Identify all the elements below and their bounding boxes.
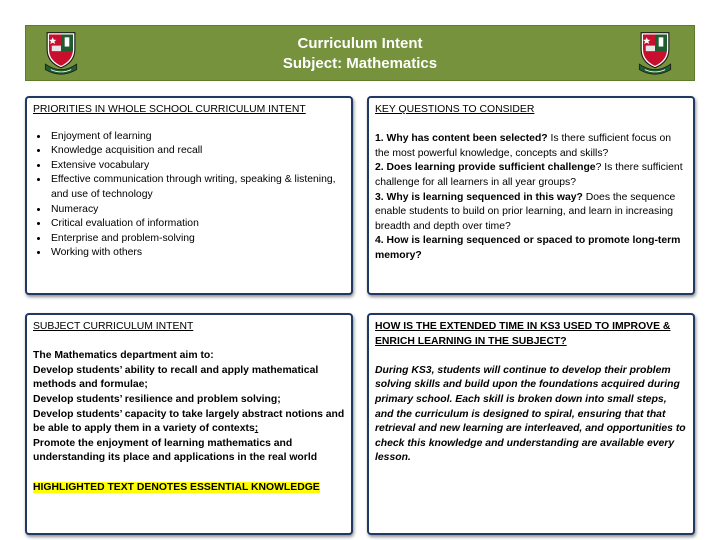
aim-1: Develop students’ ability to recall and apply mathematical methods and formulae; — [33, 364, 319, 391]
question-2-text: ? Is there sufficient challenge for all learners in all year groups? — [375, 162, 683, 188]
aim-3-end: ; — [254, 423, 259, 435]
question-4 — [375, 234, 687, 263]
list-item: • Enterprise and problem-solving — [49, 232, 345, 247]
ks3-panel — [367, 313, 695, 535]
list-item: • Effective communication through writing, speaking & listening, and use of technology — [49, 173, 345, 202]
list-item: • Critical evaluation of information — [49, 217, 345, 232]
page-title — [26, 34, 694, 74]
aim-4: Promote the enjoyment of learning mathematics and understanding its place and applications in the real world — [33, 437, 318, 464]
questions-heading: KEY QUESTIONS TO CONSIDER — [375, 104, 535, 115]
key-questions-panel — [367, 96, 695, 295]
essential-knowledge-note: HIGHLIGHTED TEXT DENOTES ESSENTIAL KNOWLEDGE — [33, 481, 320, 493]
question-1-title: 1. Why has content been selected? — [375, 133, 548, 145]
header-banner — [25, 25, 695, 81]
aim-3-text: Develop students’ capacity to take largely abstract notions and be able to apply them in a variety of contexts — [33, 408, 345, 435]
title-line-2: Subject: Mathematics — [282, 55, 438, 72]
subject-intro: The Mathematics department aim to: — [33, 350, 214, 362]
priorities-panel — [25, 96, 353, 295]
question-2-title: 2. Does learning provide sufficient challenge — [375, 162, 596, 174]
list-item: • Enjoyment of learning — [49, 130, 345, 145]
list-item: • Numeracy — [49, 203, 345, 218]
ks3-heading: HOW IS THE EXTENDED TIME IN KS3 USED TO IMPROVE & ENRICH LEARNING IN THE SUBJECT? — [375, 321, 671, 347]
question-2 — [375, 161, 687, 190]
question-1-text: Is there sufficient focus on the most powerful knowledge, concepts and skills? — [375, 133, 672, 159]
question-1 — [375, 132, 687, 161]
aim-3 — [33, 408, 345, 437]
title-line-1: Curriculum Intent — [297, 35, 423, 52]
question-3-text: Does the sequence enable students to build on prior learning, and learn in increasing breadth and depth over time? — [375, 191, 676, 232]
priorities-heading: PRIORITIES IN WHOLE SCHOOL CURRICULUM INTENT — [33, 104, 306, 115]
question-3-title: 3. Why is learning sequenced in this way? — [375, 191, 583, 203]
aim-2: Develop students’ resilience and problem solving; — [33, 393, 281, 405]
priorities-list — [33, 130, 345, 261]
question-3 — [375, 191, 687, 235]
ks3-body: During KS3, students will continue to develop their problem solving skills and build upon the foundations acquired during primary school. Each skill is broken down into small steps, and the curriculum is designed to spiral, ensuring that that retrieval and new learning are interleaved, and opportunities to check this knowledge and understanding are available every lesson. — [375, 364, 686, 464]
list-item: • Knowledge acquisition and recall — [49, 144, 345, 159]
school-crest-icon — [636, 29, 674, 77]
subject-heading: SUBJECT CURRICULUM INTENT — [33, 321, 194, 332]
subject-intent-panel — [25, 313, 353, 535]
list-item: • Extensive vocabulary — [49, 159, 345, 174]
question-4-title: 4. How is learning sequenced or spaced to promote long-term memory? — [375, 235, 681, 261]
list-item: • Working with others — [49, 246, 345, 261]
